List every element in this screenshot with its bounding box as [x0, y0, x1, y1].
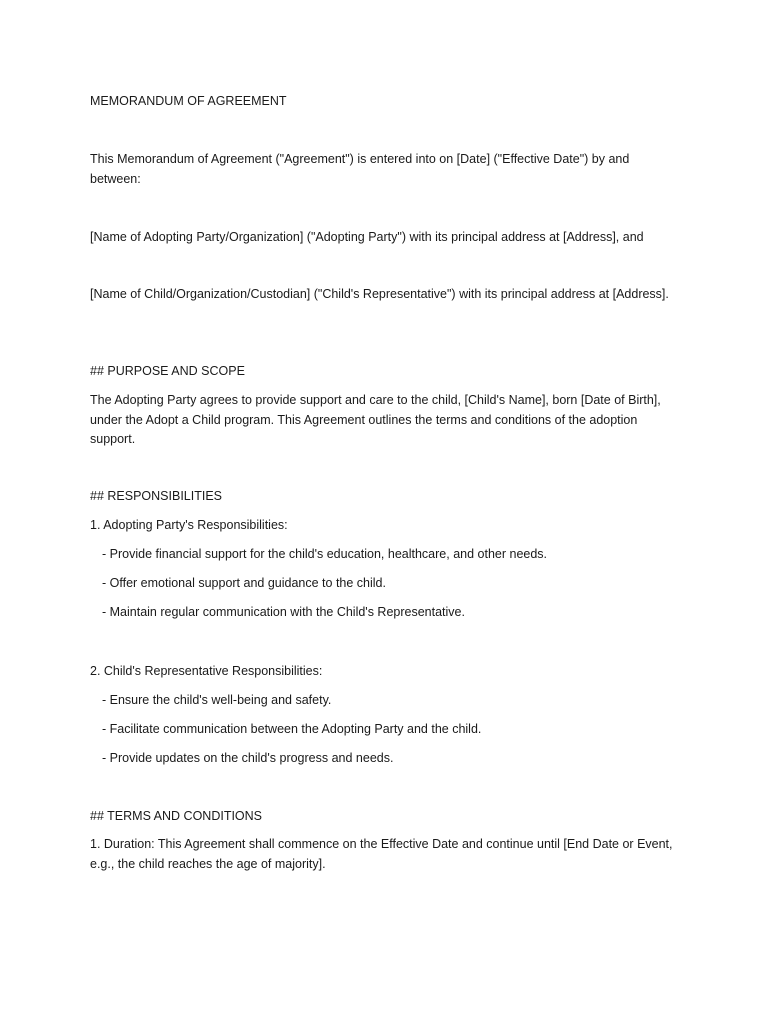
intro-paragraph: This Memorandum of Agreement ("Agreement") is entered into on [Date] ("Effective Date") by and between:	[90, 152, 630, 186]
list-item: - Maintain regular communication with the Child's Representative.	[102, 605, 465, 619]
purpose-heading: ## PURPOSE AND SCOPE	[90, 364, 245, 378]
responsibilities-heading: ## RESPONSIBILITIES	[90, 489, 222, 503]
duration-paragraph: 1. Duration: This Agreement shall commence on the Effective Date and continue until [End Date or Event, e.g., the child reaches the age of majority].	[90, 837, 673, 871]
purpose-paragraph: The Adopting Party agrees to provide support and care to the child, [Child's Name], born [Date of Birth], under the Adopt a Child program. This Agreement outlines the terms and conditions of the adoption support.	[90, 393, 661, 446]
representative-responsibilities-title: 2. Child's Representative Responsibilities:	[90, 664, 323, 678]
document-title: MEMORANDUM OF AGREEMENT	[90, 94, 287, 108]
list-item: - Provide updates on the child's progress and needs.	[102, 751, 394, 765]
list-item: - Facilitate communication between the Adopting Party and the child.	[102, 722, 482, 736]
terms-heading: ## TERMS AND CONDITIONS	[90, 809, 263, 823]
list-item: - Provide financial support for the child's education, healthcare, and other needs.	[102, 547, 548, 561]
childs-representative-paragraph: [Name of Child/Organization/Custodian] ("Child's Representative") with its principal address at [Address].	[90, 287, 669, 301]
adopting-party-responsibilities-title: 1. Adopting Party's Responsibilities:	[90, 518, 288, 532]
list-item: - Offer emotional support and guidance to the child.	[102, 576, 386, 590]
list-item: - Ensure the child's well-being and safety.	[102, 693, 332, 707]
adopting-party-paragraph: [Name of Adopting Party/Organization] ("Adopting Party") with its principal address at [Address], and	[90, 230, 644, 244]
